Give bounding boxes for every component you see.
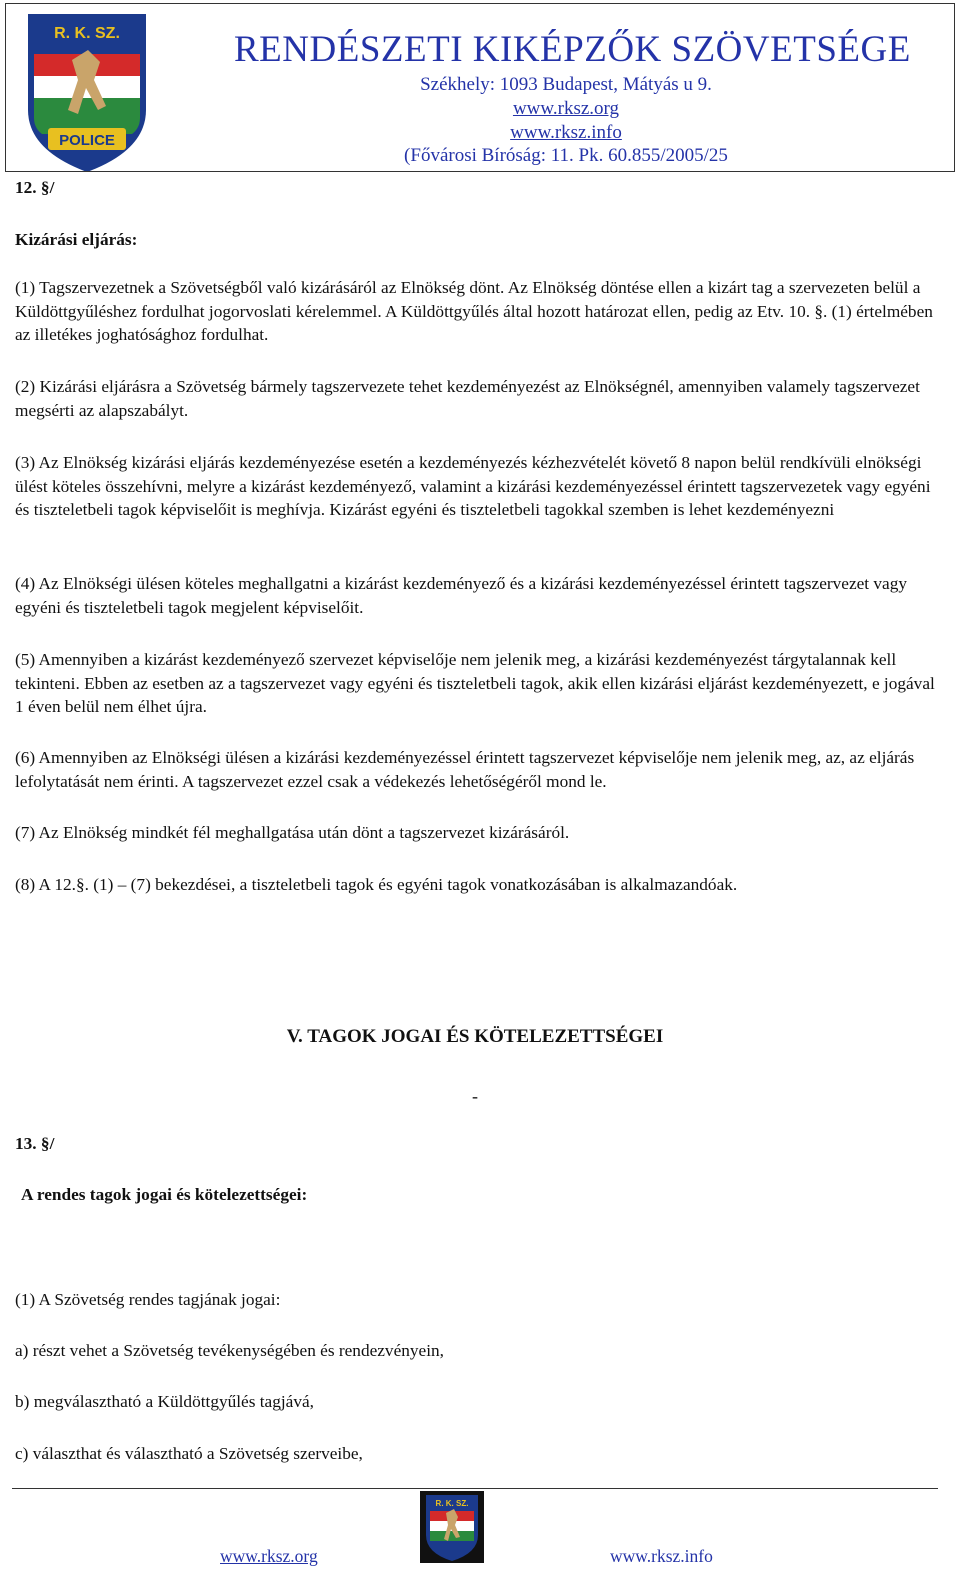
organization-title: RENDÉSZETI KIKÉPZŐK SZÖVETSÉGE <box>234 29 911 70</box>
section-12-paragraph-7: (7) Az Elnökség mindkét fél meghallgatása után dönt a tagszervezet kizárásáról. <box>15 823 570 842</box>
section-12-paragraph-2: (2) Kizárási eljárásra a Szövetség bármely tagszervezete tehet kezdeményezést az Elnökségnél, amennyiben valamely tagszervezet megsérti az alapszabályt. <box>15 377 920 420</box>
section-13-heading: A rendes tagok jogai és kötelezettségei: <box>21 1185 308 1204</box>
section-12-number: 12. §/ <box>15 178 55 197</box>
logo-text-bottom: POLICE <box>59 132 115 149</box>
section-13-paragraph-1: (1) A Szövetség rendes tagjának jogai: <box>15 1290 281 1309</box>
section-12-paragraph-8: (8) A 12.§. (1) – (7) bekezdései, a tiszteletbeli tagok és egyéni tagok vonatkozásában is alkalmazandóak. <box>15 875 738 894</box>
section-12-paragraph-4: (4) Az Elnökségi ülésen köteles meghallgatni a kizárást kezdeményező és a kizárási kezdeményezéssel érintett tagszervezet vagy egyéni és tiszteletbeli tagok megjelent képviselőit. <box>15 574 907 617</box>
headquarters-address: Székhely: 1093 Budapest, Mátyás u 9. <box>420 74 712 95</box>
footer-divider <box>12 1488 938 1489</box>
section-12-paragraph-5: (5) Amennyiben a kizárást kezdeményező szervezet képviselője nem jelenik meg, a kizárási kezdeményezést tárgytalannak kell tekinteni. Ebben az esetben az a tagszervezet vagy egyéni és tiszteletbeli tagok, akik ellen kizárási eljárást kezdeményezett, e jogával 1 éven belül nem élhet újra. <box>15 650 935 716</box>
logo-text-top: R. K. SZ. <box>54 25 120 42</box>
section-13-number: 13. §/ <box>15 1134 55 1153</box>
footer-shield-logo <box>420 1491 484 1563</box>
website-link-info[interactable]: www.rksz.info <box>510 122 622 143</box>
court-registration: (Fővárosi Bíróság: 11. Pk. 60.855/2005/25 <box>404 145 728 166</box>
section-13-item-b: b) megválasztható a Küldöttgyűlés tagjává, <box>15 1392 314 1411</box>
footer-link-info[interactable]: www.rksz.info <box>610 1546 713 1566</box>
section-12-paragraph-1: (1) Tagszervezetnek a Szövetségből való kizárásáról az Elnökség dönt. Az Elnökség döntése ellen a kizárt tag a szervezeten belül a Küldöttgyűléshez fordulhat jogorvoslati kérelemmel. A Küldöttgyűlés által hozott határozat ellen, pedig az Etv. 10. §. (1) értelmében az illetékes joghatósághoz fordulhat. <box>15 278 933 344</box>
section-13-item-c: c) választhat és választható a Szövetség szerveibe, <box>15 1444 363 1463</box>
footer-link-org[interactable]: www.rksz.org <box>220 1546 318 1566</box>
chapter-title: V. TAGOK JOGAI ÉS KÖTELEZETTSÉGEI <box>286 1026 664 1047</box>
footer-logo-text: R. K. SZ. <box>435 1499 469 1508</box>
website-link-org[interactable]: www.rksz.org <box>512 98 620 119</box>
section-12-paragraph-3: (3) Az Elnökség kizárási eljárás kezdeményezése esetén a kezdeményezés kézhezvételét követő 8 napon belül rendkívüli elnökségi ülést köteles összehívni, melyre a kizárást kezdeményező, valamint a kizárási kezdeményezéssel érintett tagszervezetek vagy egyéni és tiszteletbeli tagok képviselőit is meghívja. Kizárást egyéni és tiszteletbeli tagokkal szemben is lehet kezdeményezni <box>15 453 931 519</box>
section-13-item-a: a) részt vehet a Szövetség tevékenységében és rendezvényein, <box>15 1341 444 1360</box>
chapter-dash: - <box>472 1086 478 1106</box>
rksz-police-shield-logo <box>20 10 154 172</box>
section-12-paragraph-6: (6) Amennyiben az Elnökségi ülésen a kizárási kezdeményezéssel érintett tagszervezet képviselője nem jelenik meg, az, az eljárás lefolytatását nem érinti. A tagszervezet ezzel csak a védekezés lehetőségéről mond le. <box>15 748 915 791</box>
letterhead <box>5 3 955 172</box>
section-12-heading: Kizárási eljárás: <box>15 230 138 249</box>
